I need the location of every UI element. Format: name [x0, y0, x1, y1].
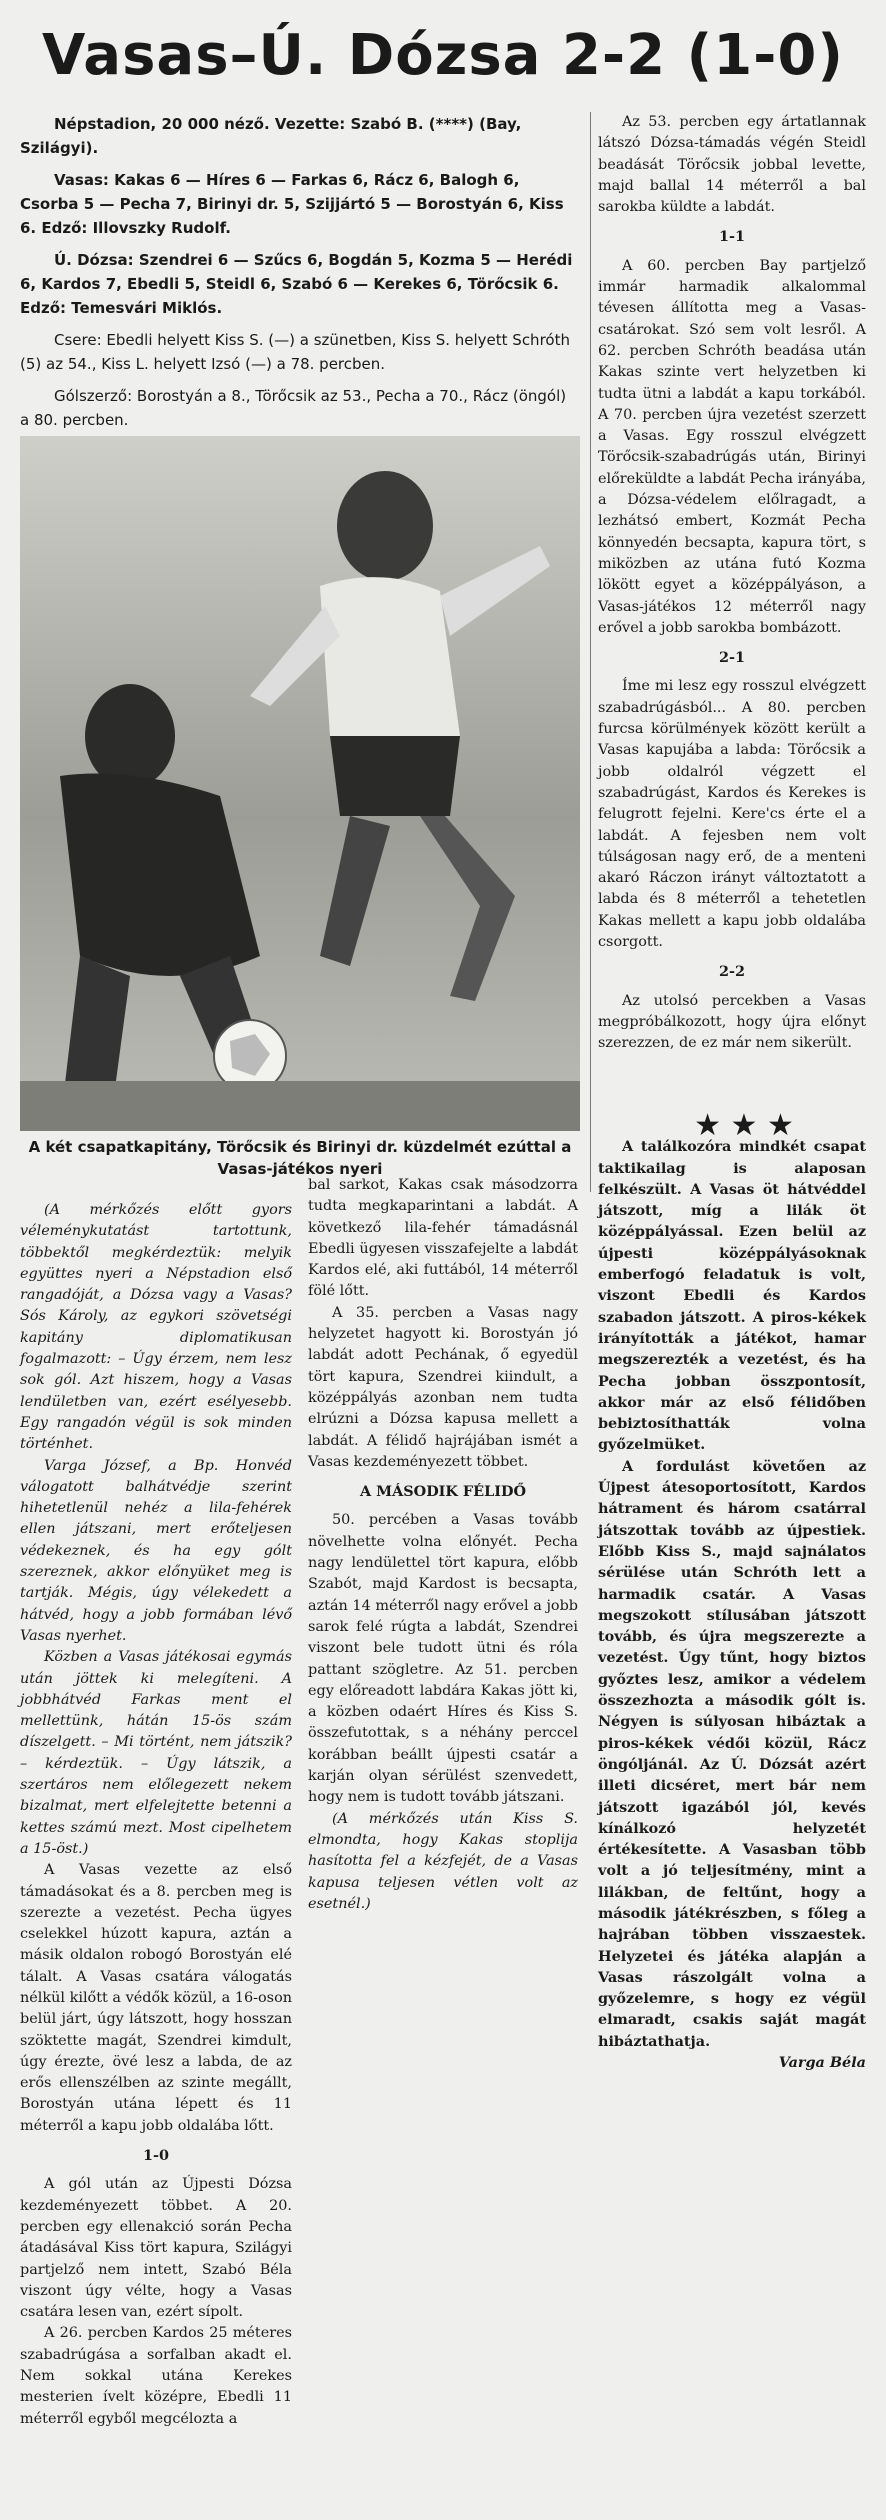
paragraph: Varga József, a Bp. Honvéd válogatott balhátvédje szerint hihetetlenül nehéz a lila-fehérek ellen játszani, mert erőteljesen védekeznek, és ha egy gólt szereznek, akkor előnyüket meg is tartják. Mégis, úgy vélekedett a hátvéd, hogy a jobb formában lévő Vasas nyerhet. — [20, 1457, 292, 1644]
paragraph: Az utolsó percekben a Vasas megpróbálkozott, hogy újra előnyt szerezzen, de ez már nem sikerült. — [598, 992, 866, 1052]
substitutions: Csere: Ebedli helyett Kiss S. (—) a szünetben, Kiss S. helyett Schróth (5) az 54., Kiss L. helyett Izsó (—) a 78. percben. — [20, 331, 570, 373]
goalscorers: Gólszerző: Borostyán a 8., Törőcsik az 53., Pecha a 70., Rácz (öngól) a 80. percben. — [20, 387, 567, 429]
stars-divider: ★ ★ ★ — [694, 1108, 794, 1143]
column-2 — [308, 1175, 578, 1915]
photo-caption: A két csapatkapitány, Törőcsik és Birinyi dr. küzdelmét ezúttal a Vasas-játékos nyeri — [28, 1138, 572, 1178]
paragraph: Íme mi lesz egy rosszul elvégzett szabadrúgásból... A 80. percben furcsa körülmények között került a Vasas kapujába a labda: Törőcsik a jobb oldalról végzett el szabadrúgást, Kardos és Kerekes is felugrott fejelni. Kere'cs érte el a labdát. A fejesben nem volt túlságosan nagy erő, de a menteni akaró Ráczon irányt változtatott a labda és 8 méterről a tehetetlen Kakas mellett a kapu jobb oldalába csorgott. — [598, 678, 866, 950]
venue-line: Népstadion, 20 000 néző. Vezette: Szabó B. (****) (Bay, Szilágyi). — [20, 115, 522, 157]
summary-column — [598, 1108, 866, 2073]
paragraph: A 35. percben a Vasas nagy helyzetet hagyott ki. Borostyán jó labdát adott Pechának, ő egyedül tört kapura, Szendrei kiindult, a középpályás azonban nem tudta elrúzni a Dózsa kapusa mellett a labdát. A félidő hajrájában ismét a Vasas kezdeményezett többet. — [308, 1304, 578, 1470]
paragraph: A Vasas vezette az első támadásokat és a 8. percben meg is szerezte a vezetést. Pecha ügyes cselekkel húzott kapura, aztán a másik oldalon robogó Borostyán elé tálalt. A Vasas csatára válogatás nélkül kilőtt a védők közül, a 16-oson belül járt, úgy látszott, hogy hosszan szöktette magát, Szendrei kimdult, úgy érezte, övé lesz a labda, de az erős ellenszélben az szinte megállt, Borostyán utána lépett és 11 méterről a kapu jobb oldalába lőtt. — [20, 1862, 292, 2134]
half-subhead: A MÁSODIK FÉLIDŐ — [360, 1483, 526, 1501]
summary-paragraph: A fordulást követően az Újpest átesoportosított, Kardos hátrament és három csatárral játszottak tovább az újpestiek. Előbb Kiss S., majd sajnálatos sérülése után Schróth lett a harmadik csatár. A Vasas megszokott stílusában játszott tovább, és újra megszerezte a vezetést. Úgy tűnt, hogy biztos győztes lesz, amikor a védelem összezhozta a második gólt is. Négyen is súlyosan hibáztak a piros-kékek védői közül, Rácz öngóljánál. Az Ú. Dózsát azért illeti dicséret, mert bár nem játszott igazából jól, kevés kínálkozó helyzetét értékesítette. A Vasasban több volt a jó teljesítmény, mint a lilákban, de feltűnt, hogy a második játékrészben, s főleg a hajrában többen visszaestek. Helyzetei és játéka alapján a Vasas rászolgált volna a győzelemre, s hogy ez végül elmaradt, csakis saját magát hibáztathatja. — [598, 1457, 866, 2050]
author-signature: Varga Béla — [778, 2054, 866, 2072]
vasas-lineup: Vasas: Kakas 6 — Híres 6 — Farkas 6, Rácz 6, Balogh 6, Csorba 5 — Pecha 7, Birinyi dr. 5, Szijjártó 5 — Borostyán 6, Kiss 6. Edző: Illovszky Rudolf. — [20, 171, 564, 237]
match-info — [20, 112, 580, 472]
paragraph: A gól után az Újpesti Dózsa kezdeményezett többet. A 20. percben egy ellenakció során Pecha átadásával Kiss tört kapura, Szilágyi partjelző nem intett, Szabó Béla viszont úgy vélte, hogy a Vasas csatára lesen van, ezért sípolt. — [20, 2176, 292, 2321]
paragraph: Az 53. percben egy ártatlannak látszó Dózsa-támadás végén Steidl beadását Törőcsik jobbal levette, majd ballal 14 méterről a bal sarokba küldte a labdát. — [598, 114, 866, 216]
paragraph: (A mérkőzés előtt gyors véleménykutatást tartottunk, többektől megkérdeztük: melyik együttes nyeri a Népstadion első rangadóját, a Dózsa vagy a Vasas? Sós Károly, az egykori szövetségi kapitány diplomatikusan fogalmazott: – Úgy érzem, nem lesz sok gól. Azt hiszem, hogy a Vasas lendületben van, ezért esélyesebb. Egy rangadón végül is sok minden történhet. — [20, 1202, 292, 1453]
paragraph: A 26. percben Kardos 25 méteres szabadrúgása a sorfalban akadt el. Nem sokkal utána Kerekes mesterien ívelt középre, Ebedli 11 méterről egyből megcélozta a — [20, 2325, 292, 2427]
column-3 — [598, 112, 866, 1054]
paragraph: A 60. percben Bay partjelző immár harmadik alkalommal tévesen állította meg a Vasas-csatárokat. Szó sem volt lesről. A 62. percben Schróth beadása után Kakas szinte vert helyzetben ki tudta ütni a labdát a kapu torkából. A 70. percben újra vezetést szerzett a Vasas. Egy rosszul elvégzett Törőcsik-szabadrúgás után, Birinyi előreküldte a labdát Pecha irányába, a Dózsa-védelem előlragadt, a lezhátsó embert, Kozmát Pecha könnyedén becsapta, kapura tört, s miközben az utána futó Kozma lökött egyet a középpályáson, a Vasas-játékos 12 méterről nagy erővel a jobb sarokba bombázott. — [598, 257, 866, 636]
match-photo — [20, 436, 580, 1131]
paragraph: 50. percében a Vasas tovább növelhette volna előnyét. Pecha nagy lendülettel tört kapura, előbb Szabót, majd Kardost is becsapta, aztán 14 méterről nagy erővel a jobb sarok felé rúgta a labdát, Szendrei viszont bele tudott ütni és róla pattant szögletre. Az 51. percben egy előreadott labdára Kakas jött ki, a közben odaért Híres és Kiss S. összefutottak, s a néhány perccel korábban beállt újpesti csatár a karján olyan sérülést szenvedett, hogy nem is tudott tovább játszani. — [308, 1512, 578, 1806]
score-subhead: 2-1 — [719, 649, 745, 667]
photo-illustration — [20, 436, 580, 1131]
score-subhead: 1-0 — [143, 2147, 169, 2165]
score-subhead: 1-1 — [719, 228, 745, 246]
dozsa-lineup: Ú. Dózsa: Szendrei 6 — Szűcs 6, Bogdán 5, Kozma 5 — Herédi 6, Kardos 7, Ebedli 5, Steidl 6, Szabó 6 — Kerekes 6, Törőcsik 6. Edző: Temesvári Miklós. — [20, 251, 573, 317]
paragraph: (A mérkőzés után Kiss S. elmondta, hogy Kakas stoplija hasította fel a kézfejét, de a Vasas kapusa teljesen vétlen volt az esetnél.) — [308, 1810, 578, 1912]
paragraph: Közben a Vasas játékosai egymás után jöttek ki melegíteni. A jobbhátvéd Farkas ment el mellettünk, hátán 15-ös szám díszelgett. – Mi történt, nem játszik? – kérdeztük. – Úgy látszik, a szertáros nem előlegezett nekem bizalmat, mert elfelejtette betenni a kettes számú mezt. Most cipelhetem a 15-öst.) — [20, 1649, 292, 1857]
score-subhead: 2-2 — [719, 963, 745, 981]
summary-paragraph: A találkozóra mindkét csapat taktikailag is alaposan felkészült. A Vasas öt hátvéddel játszott, míg a lilák öt középpályással. Ezen belül az újpesti középpályásoknak emberfogó feladatuk is volt, viszont Ebedli és Kardos szabadon játszott. A piros-kékek irányították a játékot, hamar megszerezték a vezetést, és ha Pecha jobban összpontosít, akkor már az első félidőben bebiztosíthatták volna győzelmüket. — [598, 1138, 866, 1454]
column-1 — [20, 1200, 292, 2430]
paragraph: bal sarkot, Kakas csak másodzorra tudta megkaparintani a labdát. A következő lila-fehér támadásnál Ebedli ügyesen visszafejelte a labdát Kardos elé, aki futtából, 14 méterről fölé lőtt. — [308, 1177, 578, 1300]
column-divider — [590, 112, 591, 1192]
headline: Vasas–Ú. Dózsa 2-2 (1-0) — [42, 23, 844, 88]
